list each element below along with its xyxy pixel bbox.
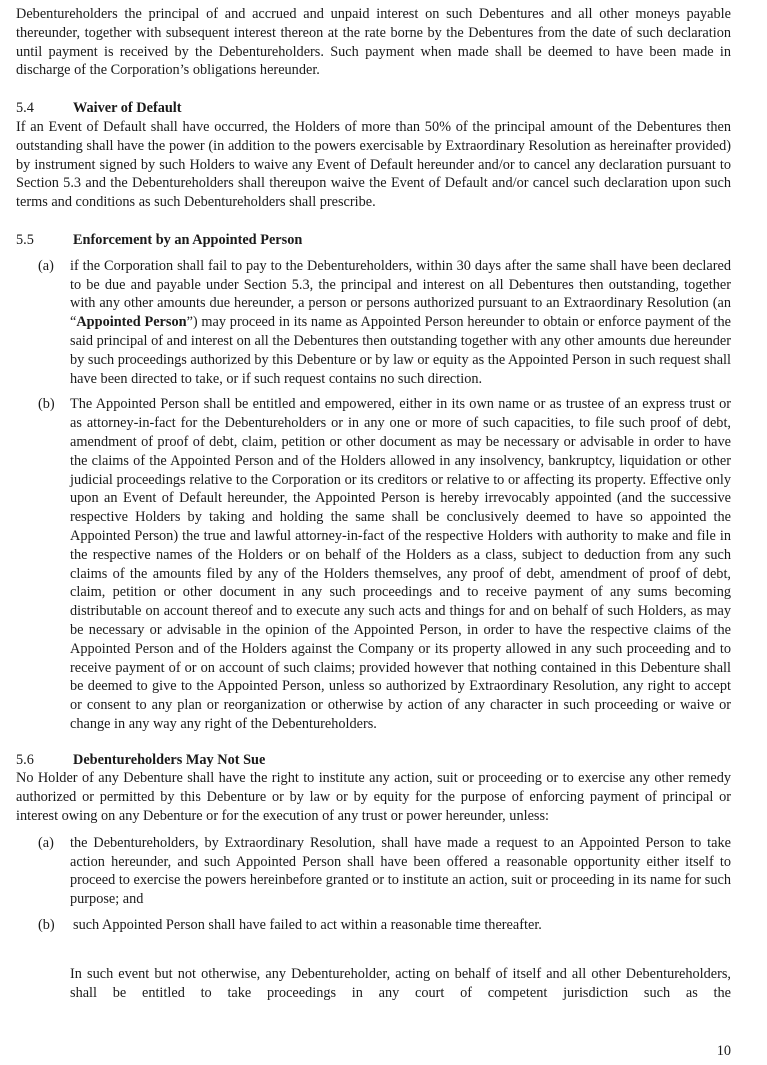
item-label: (b) [38,917,55,934]
item-text-part: ”) may proceed in its name as Appointed Person hereunder to obtain or enforce payment of the said principal of and interest on all the Debentures then outstanding together with any other amounts due hereunder by such proceedings authorized by this Debenture or by law or equity as the Appointed Person in such request shall have been directed to take, or if such request contains no such direction. [70,314,731,387]
section-title: Enforcement by an Appointed Person [73,231,303,248]
section-5-6 [16,751,731,1003]
list-item-b [16,395,731,733]
section-body: If an Event of Default shall have occurred, the Holders of more than 50% of the principal amount of the Debentures then outstanding shall have the power (in addition to the powers exercisable by Extraordinary Resolution as hereinafter provided) by instrument signed by such Holders to waive any Event of Default hereunder and/or to cancel any declaration pursuant to Section 5.3 and the Debentureholders shall thereupon waive the Event of Default and/or cancel such declaration upon such terms and conditions as such Debentureholders shall prescribe. [16,118,731,211]
page-number: 10 [716,1043,731,1059]
document-page [16,5,731,1021]
section-number: 5.4 [16,100,34,117]
item-label: (a) [38,834,54,851]
item-text: The Appointed Person shall be entitled and empowered, either in its own name or as trustee of an express trust or as attorney-in-fact for the Debentureholders or in any one or more of such capacities, to file such proof of debt, amendment of proof of debt, claim, petition or other document as may be necessary or advisable in order to have the claims of the Appointed Person and of the Holders allowed in any insolvency, bankruptcy, liquidation or other judicial proceedings relative to the Corporation or its creditors or relative to or affecting its property. Effective only upon an Event of Default hereunder, the Appointed Person is hereby irrevocably appointed (and the successive respective Holders by taking and holding the same shall be conclusively deemed to have so appointed the Appointed Person) the true and lawful attorney-in-fact of the respective Holders with authority to make and file in the respective names of the Holders or on behalf of the Holders as a class, subject to deduction from any such claims of the amounts filed by any of the Holders themselves, any proof of debt, amendment of proof of debt, claim, petition or other document in any such proceedings and to receive payment of any sums becoming distributable on account thereof and to execute any such acts and things for and on behalf of such Holders, as may be necessary or advisable in the opinion of the Appointed Person, in order to have the respective claims of the Appointed Person and of the Holders against the Company or its property allowed in any such proceeding and to receive payment of or on account of such claims; provided however that nothing contained in this Debenture shall be deemed to give to the Appointed Person, unless so authorized by Extraordinary Resolution, any right to accept or consent to any plan or reorganization or otherwise by action of any character in such proceeding or waive or change in any way any right of the Debentureholders. [70,396,731,732]
item-text [70,257,731,389]
intro-paragraph: Debentureholders the principal of and accrued and unpaid interest on such Debentures and all other moneys payable thereunder, together with subsequent interest thereon at the rate borne by the Debentures from the date of such declaration until payment is received by the Debentureholders. Such payment when made shall be deemed to have been made in discharge of the Corporation’s obligations hereunder. [16,6,731,79]
section-5-5 [16,231,731,734]
section-body: No Holder of any Debenture shall have the right to institute any action, suit or proceeding or to exercise any other remedy authorized or permitted by this Debenture or by law or by equity for the purpose of enforcing payment of principal or interest owing on any Debenture or for the execution of any trust or power hereunder, unless: [16,770,731,825]
list-item-b [16,916,731,935]
section-heading [16,99,731,118]
item-text: the Debentureholders, by Extraordinary Resolution, shall have made a request to an Appointed Person to take action hereunder, and such Appointed Person shall have been offered a reasonable opportunity either itself to proceed to exercise the powers hereinbefore granted or to institute an action, suit or proceeding in its name for such purpose; and [70,834,731,908]
item-text-part: if the Corporation shall fail to pay to the Debentureholders, within 30 days after the same shall have been declared to be due and payable under Section 5.3, the principal and interest on all Debentures then outstanding, together with any other amounts due hereunder, a person or persons authorized pursuant to an Extraordinary Resolution (an “ [70,257,731,331]
item-label: (b) [38,396,55,413]
section-title: Debentureholders May Not Sue [73,751,266,768]
list-item-a [16,257,731,389]
list-item-a [16,834,731,909]
closing-paragraph: In such event but not otherwise, any Debentureholder, acting on behalf of itself and all other Debentureholders, shall be entitled to take proceedings in any court of competent jurisdiction such as the [70,965,731,1001]
defined-term: Appointed Person [76,314,187,331]
section-number: 5.5 [16,231,34,248]
section-number: 5.6 [16,751,34,768]
section-5-4 [16,99,731,212]
section-heading [16,231,731,250]
section-title: Waiver of Default [73,100,182,117]
section-heading [16,751,731,770]
item-text: such Appointed Person shall have failed to act within a reasonable time thereafter. [73,917,542,934]
item-label: (a) [38,257,54,274]
